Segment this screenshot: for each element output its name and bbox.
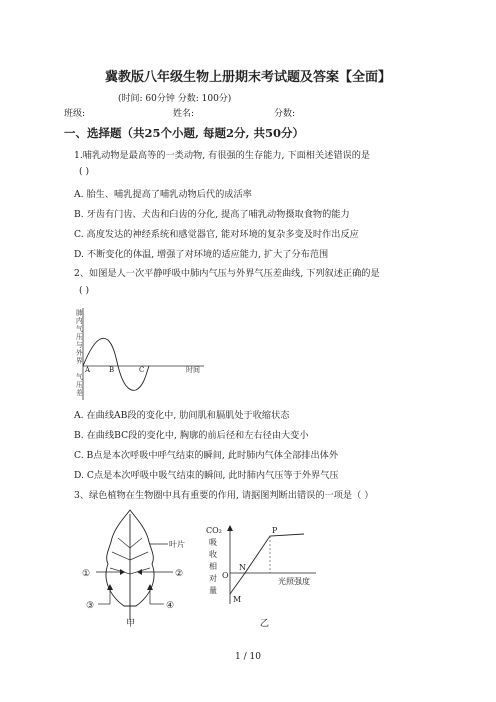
q3-y-text: 收 <box>209 550 217 559</box>
q2-point-b: B <box>109 366 115 374</box>
q3-stem: 3、绿色植物在生物圈中具有重要的作用, 请据图判断出错误的一项是（ ） <box>74 490 374 501</box>
exam-title: 冀教版八年级生物上册期末考试题及答案【全面】 <box>104 70 391 85</box>
q2-option-c: C. B点是本次呼吸中呼气结束的瞬间, 此时肺内气体全部排出体外 <box>74 450 339 461</box>
q2-y-char: 压 <box>76 333 83 341</box>
q3-leaf-diagram <box>80 508 200 630</box>
q1-option-a: A. 胎生、哺乳提高了哺乳动物后代的成活率 <box>74 189 252 200</box>
leaf-marker-4: ④ <box>166 601 175 611</box>
q2-pressure-graph <box>76 306 206 402</box>
q3-graph-y-label <box>206 526 222 595</box>
q3-y-text: 吸 <box>209 538 217 547</box>
q2-graph-y-label <box>76 308 83 397</box>
q1-answer-paren: ( ) <box>79 166 90 177</box>
fig-jia-caption: 甲 <box>126 619 136 629</box>
q2-y-char: 差 <box>76 389 83 397</box>
q1-stem: 1.哺乳动物是最高等的一类动物, 有很强的生存能力, 下面相关述错误的是 <box>74 150 371 161</box>
leaf-label: 叶片 <box>169 540 185 549</box>
q3-point-p: P <box>272 526 278 535</box>
q3-y-text: 对 <box>209 574 217 583</box>
q2-y-char: 界 <box>76 357 83 365</box>
q2-answer-paren: ( ) <box>79 285 90 296</box>
q2-y-char: 内 <box>76 317 83 325</box>
section-heading: 一、选择题（共25个小题, 每题2分, 共50分） <box>64 126 305 140</box>
q1-option-c: C. 高度发达的神经系统和感觉器官, 能对环境的复杂多变及时作出反应 <box>74 229 359 240</box>
q2-y-char: 气 <box>76 373 83 381</box>
q3-point-o: O <box>222 571 229 580</box>
leaf-marker-1: ① <box>82 569 91 579</box>
q3-point-n: N <box>239 563 246 572</box>
q1-option-b: B. 牙齿有门齿、犬齿和臼齿的分化, 提高了哺乳动物摄取食物的能力 <box>74 209 350 220</box>
name-label: 姓名: <box>173 109 195 119</box>
q2-y-char: 肺 <box>76 309 83 317</box>
q2-option-a: A. 在曲线AB段的变化中, 肋间肌和膈肌处于收缩状态 <box>74 410 290 421</box>
q1-option-d: D. 不断变化的体温, 增强了对环境的适应能力, 扩大了分布范围 <box>74 249 329 260</box>
q3-y-text: 量 <box>209 586 217 595</box>
q3-y-text: 相 <box>209 562 217 571</box>
q2-y-char: 气 <box>76 325 83 333</box>
q3-light-graph <box>200 522 350 630</box>
class-label: 班级: <box>64 109 86 119</box>
q2-y-char: 外 <box>76 349 83 357</box>
q2-y-char: 与 <box>76 341 83 349</box>
q2-x-axis-label: 时间 <box>186 366 200 374</box>
q2-option-b: B. 在曲线BC段的变化中, 胸廓的前后径和左右径由大变小 <box>74 430 309 441</box>
q2-stem: 2、如图是人一次平静呼吸中肺内气压与外界气压差曲线, 下列叙述正确的是 <box>74 268 380 279</box>
q3-y-text: CO₂ <box>206 526 222 535</box>
score-label: 分数: <box>274 109 296 119</box>
q3-x-axis-label: 光照强度 <box>278 577 310 586</box>
page-number: 1 / 10 <box>235 652 261 662</box>
exam-time-score: (时间: 60分钟 分数: 100分) <box>118 94 232 104</box>
q2-y-char: 压 <box>76 381 83 389</box>
q2-pressure-curve <box>83 338 149 390</box>
q2-point-c: C <box>139 366 145 374</box>
fig-yi-caption: 乙 <box>260 619 270 629</box>
q3-point-m: M <box>233 595 242 604</box>
leaf-marker-3: ③ <box>86 601 95 611</box>
q2-option-d: D. C点是本次呼吸中吸气结束的瞬间, 此时肺内气压等于外界气压 <box>74 470 339 481</box>
q2-point-a: A <box>85 366 91 374</box>
leaf-marker-2: ② <box>175 569 184 579</box>
